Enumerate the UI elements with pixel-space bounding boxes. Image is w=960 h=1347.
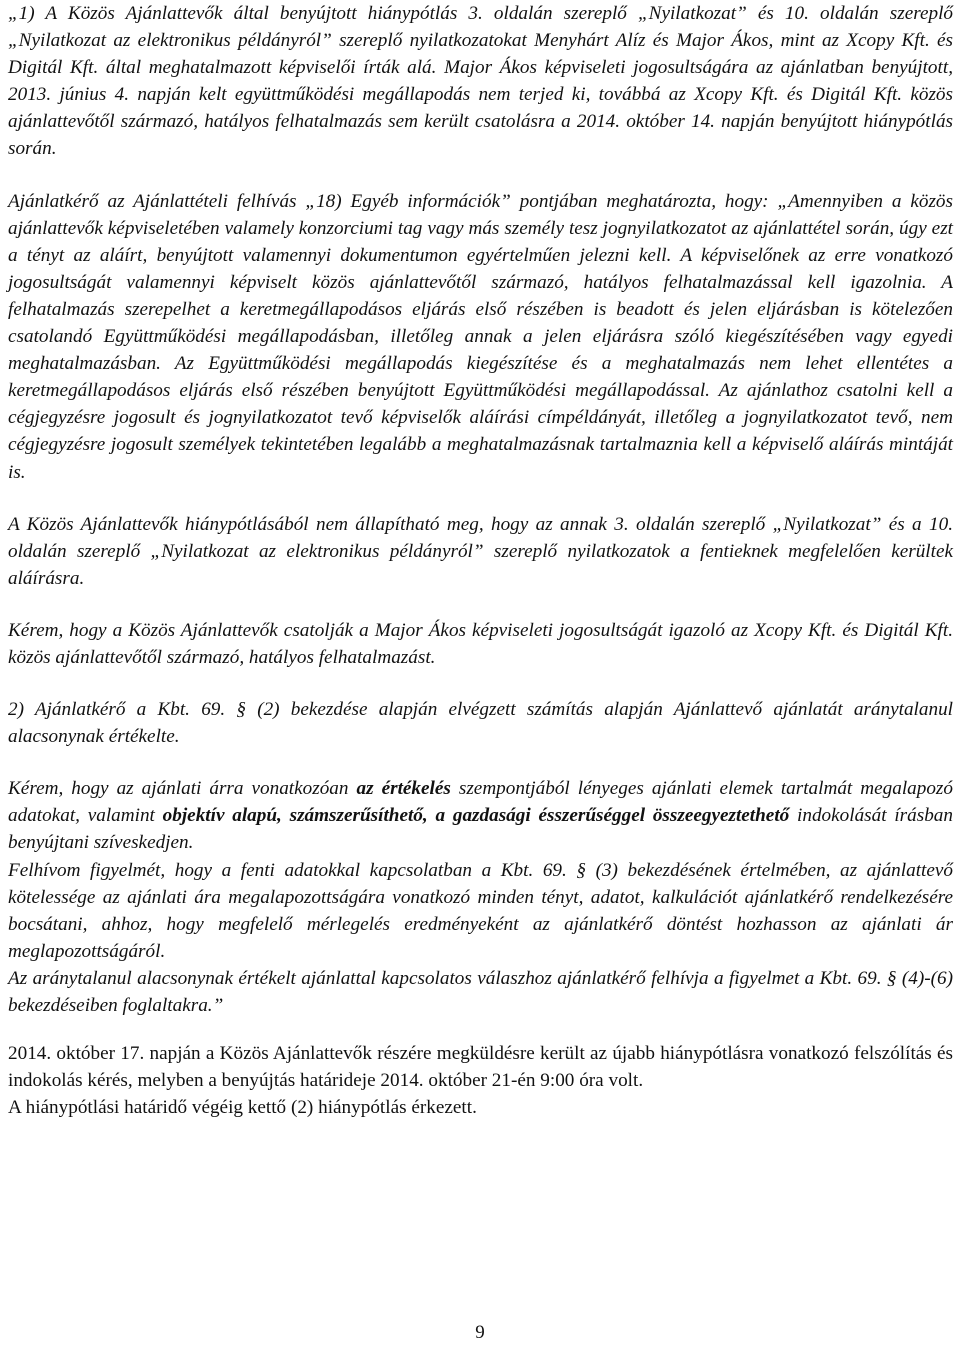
- quoted-paragraph-2: Ajánlatkérő az Ajánlattételi felhívás „18) Egyéb információk” pontjában meghatározta, hogy: „Amennyiben a közös ajánlattevők képviseletében valamely konzorciumi tag vagy más személy tesz jognyilatkozatot az ajánlattétel során, úgy ezt a tényt az aláírt, benyújtott valamennyi dokumentumon egyértelműen jelezni kell. A képviselőnek az erre vonatkozó jogosultságát valamennyi képviselt közös ajánlattevőtől származó, hatályos felhatalmazással kell igazolnia. A felhatalmazás szerepelhet a keretmegállapodásos eljárás első részében is beadott és jelen eljárásban is kötelezően csatolandó Együttműködési megállapodásban, illetőleg annak a jelen eljárásra szóló kiegészítésében vagy egyedi meghatalmazásban. Az Együttműködési megállapodás kiegészítése és a meghatalmazás nem lehet ellentétes a keretmegállapodásos eljárás első részében benyújtott Együttműködési megállapodással. Az ajánlathoz csatolni kell a cégjegyzésre jogosult és jognyilatkozatot tevő képviselők aláírási címpéldányát, illetőleg a jognyilatkozatot tevő, nem cégjegyzésre jogosult személyek tekintetében legalább a meghatalmazásnak tartalmaznia kell a képviselő aláírás mintáját is.: [8, 190, 953, 483]
- quoted-paragraph-1: „1) A Közös Ajánlattevők által benyújtott hiánypótlás 3. oldalán szereplő „Nyilatkozat” és 10. oldalán szereplő „Nyilatkozat az elektronikus példányról” szereplő nyilatkozatokat Menyhárt Alíz és Major Ákos, mint az Xcopy Kft. és Digitál Kft. által meghatalmazott képviselői írták alá. Major Ákos képviseleti jogosultságára az ajánlatban benyújtott, 2013. június 4. napján kelt együttműködési megállapodás nem terjed ki, továbbá az Xcopy Kft. és Digitál Kft. közös ajánlattevőtől származó, hatályos felhatalmazás sem került csatolásra a 2014. október 14. napján benyújtott hiánypótlás során.: [8, 3, 953, 160]
- p6-text-e: indokolását írásban benyújtani szíveskedjen.: [8, 805, 953, 854]
- document-page: [8, 0, 953, 1121]
- quoted-paragraph-3: A Közös Ajánlattevők hiánypótlásából nem állapítható meg, hogy az annak 3. oldalán szereplő „Nyilatkozat” és a 10. oldalán szereplő „Nyilatkozat az elektronikus példányról” szereplő nyilatkozatok a fentieknek megfelelően kerültek aláírásra.: [8, 513, 953, 589]
- body-paragraph-10: A hiánypótlási határidő végéig kettő (2) hiánypótlás érkezett.: [8, 1097, 477, 1119]
- page-number: 9: [475, 1322, 485, 1343]
- p6-bold-b: az értékelés: [356, 778, 451, 800]
- quoted-paragraph-6: [8, 775, 953, 856]
- quoted-paragraph-7: Felhívom figyelmét, hogy a fenti adatokkal kapcsolatban a Kbt. 69. § (3) bekezdésének értelmében, az ajánlattevő kötelessége az ajánlati ára megalapozottságára vonatkozó minden tényt, adatot, kalkulációt ajánlatkérő rendelkezésére bocsátani, ahhoz, hogy megfelelő mérlegelés eredményeként az ajánlatkérő döntést hozhasson az ajánlati ár meglapozottságáról.: [8, 859, 953, 962]
- p6-bold-d: objektív alapú, számszerűsíthető, a gazdasági ésszerűséggel összeegyeztethető: [162, 805, 790, 827]
- quoted-paragraph-4: Kérem, hogy a Közös Ajánlattevők csatolják a Major Ákos képviseleti jogosultságát igazoló az Xcopy Kft. és Digitál Kft. közös ajánlattevőtől származó, hatályos felhatalmazást.: [8, 619, 953, 668]
- p6-text-a: Kérem, hogy az ajánlati árra vonatkozóan: [8, 778, 357, 800]
- quoted-paragraph-5: 2) Ajánlatkérő a Kbt. 69. § (2) bekezdése alapján elvégzett számítás alapján Ajánlattevő ajánlatát aránytalanul alacsonynak értékelte.: [8, 699, 953, 748]
- quoted-paragraph-8: Az aránytalanul alacsonynak értékelt ajánlattal kapcsolatos válaszhoz ajánlatkérő felhívja a figyelmet a Kbt. 69. § (4)-(6) bekezdéseiben foglaltakra.”: [8, 967, 953, 1016]
- body-paragraph-9: 2014. október 17. napján a Közös Ajánlattevők részére megküldésre került az újabb hiánypótlásra vonatkozó felszólítás és indokolás kérés, melyben a benyújtás határideje 2014. október 21-én 9:00 óra volt.: [8, 1043, 953, 1092]
- p6-text-c: szempontjából lényeges ajánlati elemek tartalmát megalapozó adatokat, valamint: [8, 778, 953, 827]
